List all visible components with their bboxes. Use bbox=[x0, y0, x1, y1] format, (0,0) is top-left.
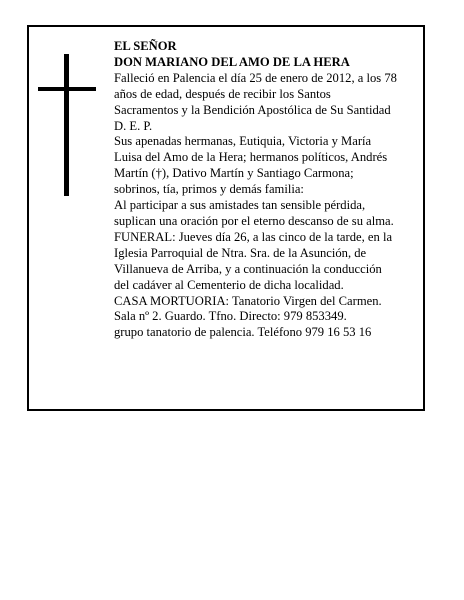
deceased-name: DON MARIANO DEL AMO DE LA HERA bbox=[114, 54, 350, 69]
body-line: Martín (†), Dativo Martín y Santiago Carmona; bbox=[114, 166, 354, 181]
body-line: Falleció en Palencia el día 25 de enero de 2012, a los 78 bbox=[114, 70, 397, 85]
body-line: suplican una oración por el eterno descanso de su alma. bbox=[114, 213, 394, 228]
body-line: sobrinos, tía, primos y demás familia: bbox=[114, 182, 304, 197]
body-line: Sacramentos y la Bendición Apostólica de Su Santidad bbox=[114, 102, 391, 117]
body-line: Luisa del Amo de la Hera; hermanos políticos, Andrés bbox=[114, 150, 388, 165]
funeral-home-line: CASA MORTUORIA: Tanatorio Virgen del Carmen. bbox=[114, 293, 382, 308]
funeral-line: del cadáver al Cementerio de dicha localidad. bbox=[114, 277, 344, 292]
body-line: años de edad, después de recibir los Santos bbox=[114, 86, 331, 101]
funeral-line: FUNERAL: Jueves día 26, a las cinco de la tarde, en la bbox=[114, 229, 393, 244]
obituary-text bbox=[114, 39, 426, 341]
funeral-home-line: grupo tanatorio de palencia. Teléfono 979 16 53 16 bbox=[114, 325, 372, 340]
funeral-home-line: Sala nº 2. Guardo. Tfno. Directo: 979 853349. bbox=[114, 309, 347, 324]
funeral-line: Villanueva de Arriba, y a continuación la conducción bbox=[114, 261, 382, 276]
body-line: Al participar a sus amistades tan sensible pérdida, bbox=[114, 198, 366, 213]
funeral-line: Iglesia Parroquial de Ntra. Sra. de la Asunción, de bbox=[114, 245, 367, 260]
notice-heading: EL SEÑOR bbox=[114, 39, 177, 53]
cross-vertical-bar bbox=[64, 54, 69, 196]
body-line: Sus apenadas hermanas, Eutiquia, Victoria y María bbox=[114, 134, 372, 149]
body-line: D. E. P. bbox=[114, 118, 153, 133]
cross-horizontal-bar bbox=[38, 87, 96, 91]
